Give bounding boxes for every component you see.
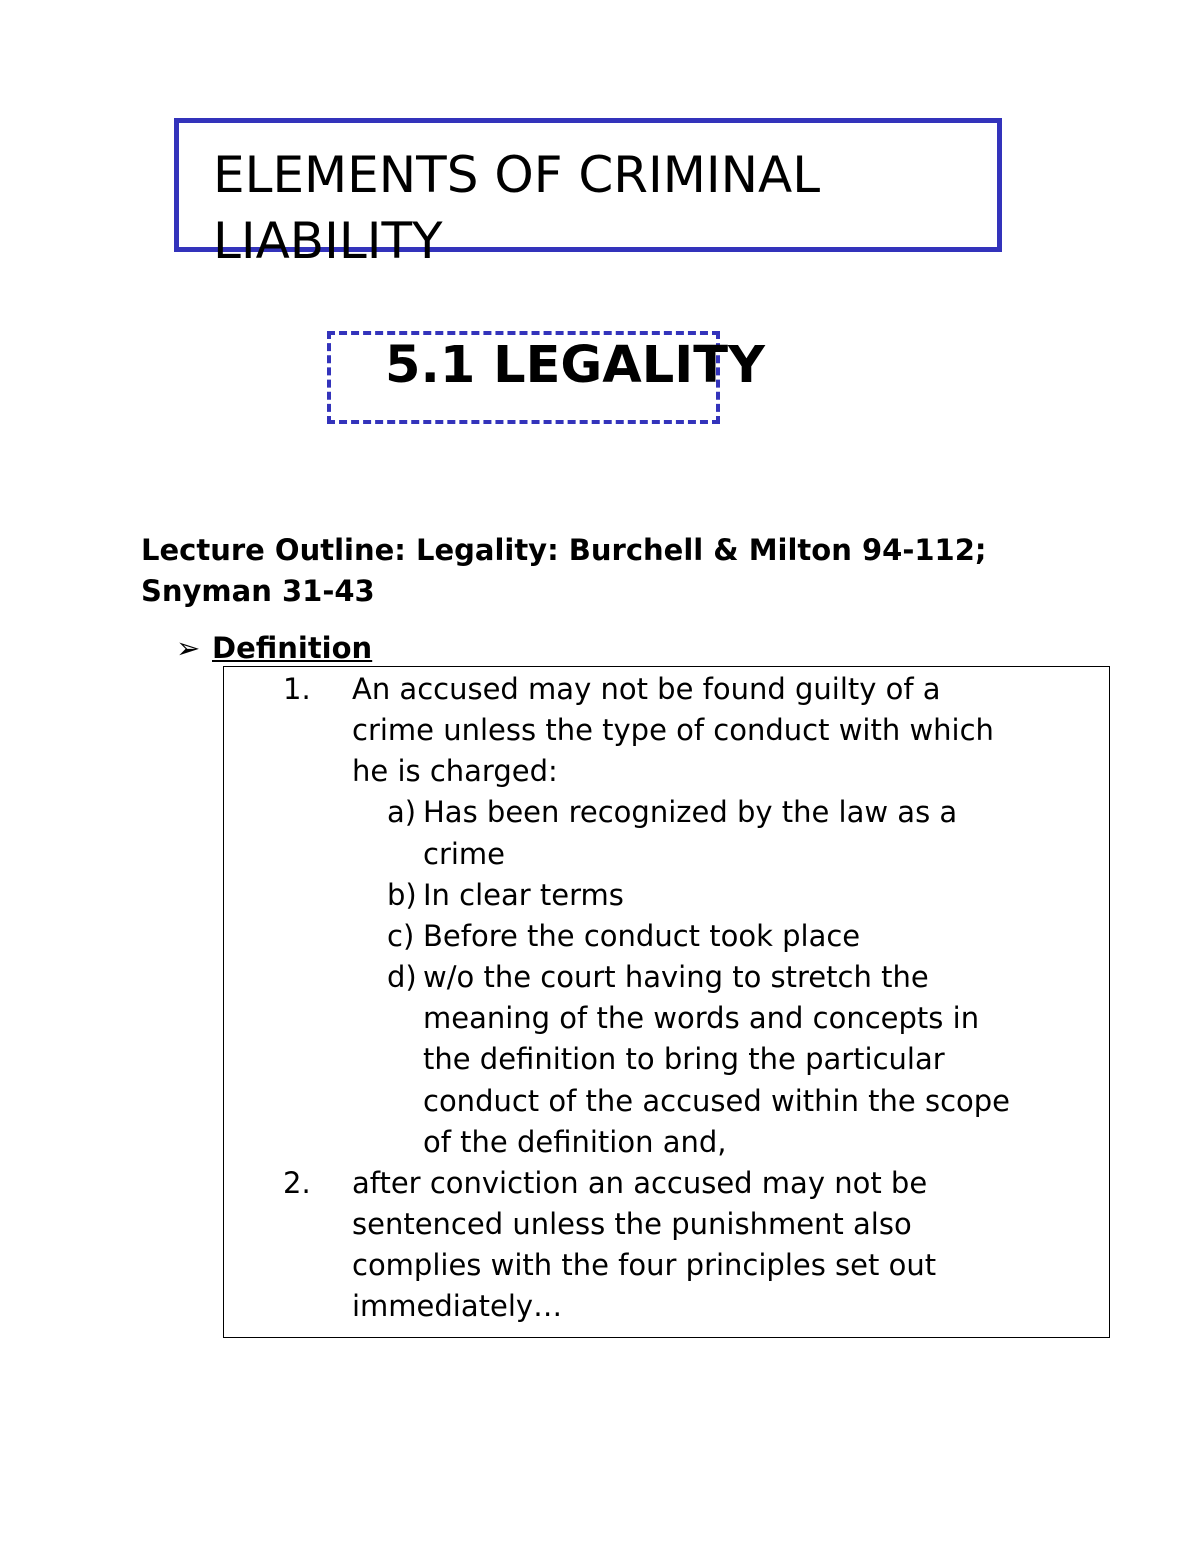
- item-2-number: 2.: [283, 1166, 311, 1200]
- outline-line-1: Lecture Outline: Legality: Burchell & Milton 94-112;: [141, 533, 987, 567]
- subitem-c-line-1: Before the conduct took place: [423, 919, 861, 953]
- subitem-d-line-3: the definition to bring the particular: [423, 1042, 945, 1076]
- subitem-d-letter: d): [387, 960, 417, 994]
- definition-heading: [176, 628, 372, 668]
- outline-line-2: Snyman 31-43: [141, 574, 375, 608]
- item-1-line-3: he is charged:: [352, 754, 558, 788]
- subitem-a-line-1: Has been recognized by the law as a: [423, 795, 958, 829]
- definition-label: Definition: [212, 631, 373, 665]
- section-heading: 5.1 LEGALITY: [385, 336, 765, 395]
- item-2-line-3: complies with the four principles set out: [352, 1248, 937, 1282]
- item-2-line-2: sentenced unless the punishment also: [352, 1207, 912, 1241]
- item-2-line-4: immediately…: [352, 1289, 563, 1323]
- subitem-b-line-1: In clear terms: [423, 878, 624, 912]
- item-2-line-1: after conviction an accused may not be: [352, 1166, 928, 1200]
- subitem-d-line-2: meaning of the words and concepts in: [423, 1001, 980, 1035]
- subitem-b-letter: b): [387, 878, 417, 912]
- item-1-line-1: An accused may not be found guilty of a: [352, 672, 941, 706]
- item-1-line-2: crime unless the type of conduct with which: [352, 713, 994, 747]
- item-1-number: 1.: [283, 672, 311, 706]
- lecture-outline: [141, 530, 1101, 612]
- subitem-d-line-5: of the definition and,: [423, 1125, 727, 1159]
- arrow-bullet-icon: ➢: [176, 631, 201, 665]
- subitem-a-line-2: crime: [423, 837, 506, 871]
- subitem-a-letter: a): [387, 795, 417, 829]
- subitem-d-line-4: conduct of the accused within the scope: [423, 1084, 1011, 1118]
- document-title: ELEMENTS OF CRIMINAL LIABILITY: [213, 146, 821, 270]
- subitem-c-letter: c): [387, 919, 415, 953]
- subitem-d-line-1: w/o the court having to stretch the: [423, 960, 929, 994]
